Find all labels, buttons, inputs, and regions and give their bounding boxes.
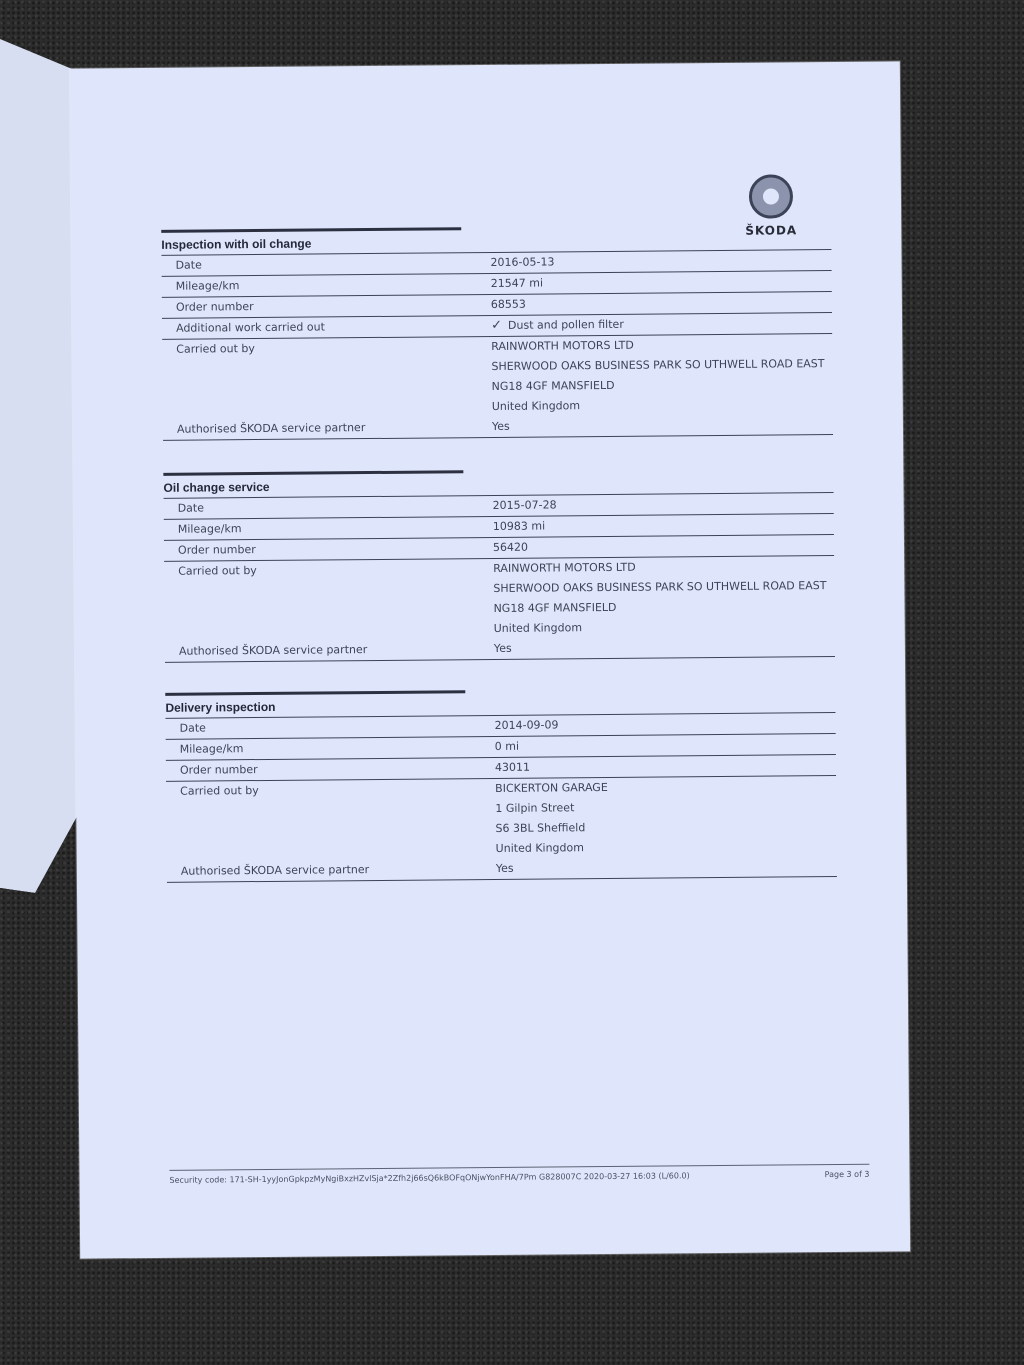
- address-line: NG18 4GF MANSFIELD: [491, 378, 615, 393]
- date-label: Date: [179, 721, 206, 735]
- order-number-label: Order number: [175, 300, 254, 314]
- address-line: United Kingdom: [493, 621, 583, 635]
- authorised-partner-value: Yes: [495, 861, 514, 875]
- additional-work-label: Additional work carried out: [176, 320, 325, 335]
- service-history-page: [70, 61, 910, 1258]
- skoda-arrow-logo-icon: [749, 174, 793, 218]
- address-line: United Kingdom: [491, 399, 581, 413]
- date-value: 2014-09-09: [494, 718, 559, 732]
- carried-out-by-row: [164, 555, 835, 642]
- mileage-label: Mileage/km: [179, 742, 244, 756]
- brand-name: ŠKODA: [745, 223, 798, 238]
- address-line: S6 3BL Sheffield: [495, 821, 586, 835]
- order-number-value: 68553: [490, 297, 526, 311]
- mileage-value: 21547 mi: [490, 276, 544, 290]
- delivery-inspection-section: [165, 687, 837, 883]
- carried-out-by-address: [491, 334, 833, 417]
- authorised-partner-value: Yes: [491, 419, 510, 433]
- section-title: Oil change service: [163, 470, 463, 498]
- carried-out-by-row: [166, 775, 837, 862]
- mileage-label: Mileage/km: [175, 279, 240, 293]
- authorised-partner-label: Authorised ŠKODA service partner: [176, 421, 366, 436]
- carried-out-by-label: Carried out by: [178, 564, 257, 578]
- authorised-partner-row: [165, 636, 835, 663]
- address-line: United Kingdom: [495, 841, 584, 855]
- address-line: SHERWOOD OAKS BUSINESS PARK SO UTHWELL ROAD EAST: [491, 357, 825, 373]
- order-number-label: Order number: [177, 543, 256, 557]
- inspection-with-oil-change-section: [161, 224, 833, 441]
- carried-out-by-row: [162, 333, 833, 420]
- authorised-partner-row: [167, 856, 837, 883]
- mileage-value: 0 mi: [494, 739, 520, 753]
- date-label: Date: [175, 258, 202, 272]
- authorised-partner-row: [163, 414, 833, 441]
- carried-out-by-address: [495, 776, 837, 859]
- address-line: 1 Gilpin Street: [495, 801, 575, 815]
- date-label: Date: [177, 501, 205, 515]
- section-title: Delivery inspection: [165, 690, 465, 718]
- carried-out-by-label: Carried out by: [180, 784, 259, 798]
- authorised-partner-label: Authorised ŠKODA service partner: [178, 643, 368, 658]
- document-footer: [169, 1164, 869, 1185]
- address-line: RAINWORTH MOTORS LTD: [491, 338, 634, 353]
- date-value: 2015-07-28: [492, 498, 557, 512]
- checkmark-icon: ✓: [491, 317, 503, 333]
- authorised-partner-label: Authorised ŠKODA service partner: [180, 863, 370, 878]
- order-number-label: Order number: [179, 763, 258, 777]
- mileage-value: 10983 mi: [492, 519, 546, 533]
- carried-out-by-label: Carried out by: [176, 342, 255, 356]
- additional-work-value: [491, 313, 832, 336]
- section-title: Inspection with oil change: [161, 227, 461, 255]
- carried-out-by-address: [493, 556, 835, 639]
- address-line: RAINWORTH MOTORS LTD: [493, 560, 636, 575]
- authorised-partner-value: Yes: [493, 641, 512, 655]
- mileage-label: Mileage/km: [177, 522, 242, 536]
- page-number: Page 3 of 3: [824, 1169, 870, 1180]
- security-code: Security code: 171-SH-1yyJonGpkpzMyNgiBxzHZvlSja*2Zfh2j66sQ6kBOFqONjwYonFHA/7Pm G828007C 2020-03-27 16:03 (L/60.0): [169, 1171, 690, 1185]
- date-value: 2016-05-13: [490, 255, 555, 269]
- oil-change-service-section: [163, 467, 835, 663]
- address-line: NG18 4GF MANSFIELD: [493, 600, 617, 615]
- address-line: SHERWOOD OAKS BUSINESS PARK SO UTHWELL ROAD EAST: [493, 579, 827, 595]
- additional-work-text: Dust and pollen filter: [507, 317, 624, 332]
- order-number-value: 43011: [494, 760, 530, 774]
- order-number-value: 56420: [492, 540, 529, 554]
- address-line: BICKERTON GARAGE: [495, 780, 608, 795]
